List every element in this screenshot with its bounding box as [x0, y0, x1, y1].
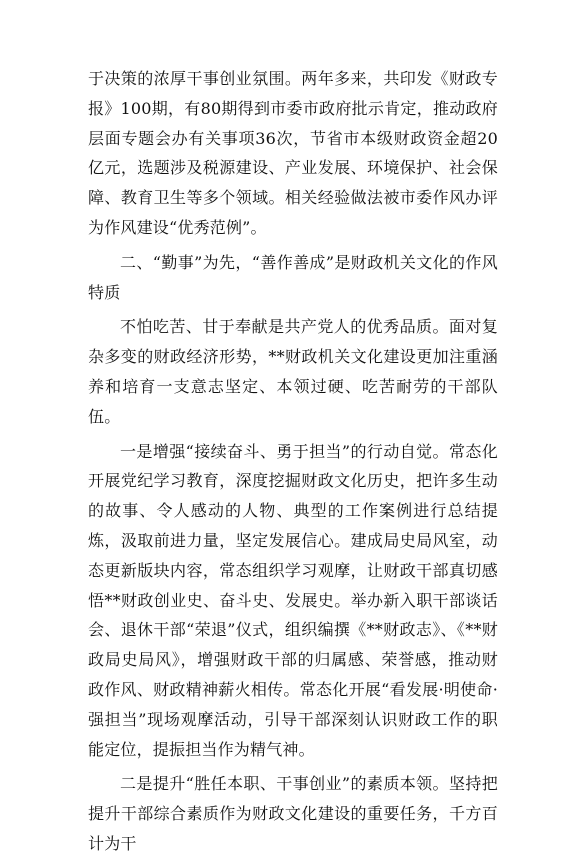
- section-heading: 二、“勤事”为先，“善作善成”是财政机关文化的作风特质: [88, 252, 498, 302]
- document-body: [88, 64, 498, 859]
- paragraph-intro-continuation: 于决策的浓厚干事创业氛围。两年多来，共印发《财政专报》100期，有80期得到市委市政府批示肯定，推动政府层面专题会办有关事项36次，节省市本级财政资金超20亿元，选题涉及税源建设、产业发展、环境保护、社会保障、教育卫生等多个领域。相关经验做法被市委作风办评为作风建设“优秀范例”。: [88, 69, 498, 237]
- paragraph-point-two: 二是提升“胜任本职、干事创业”的素质本领。坚持把提升干部综合素质作为财政文化建设的重要任务，千方百计为干: [88, 774, 498, 853]
- paragraph-section-intro: 不怕吃苦、甘于奉献是共产党人的优秀品质。面对复杂多变的财政经济形势，**财政机关文化建设更加注重涵养和培育一支意志坚定、本领过硬、吃苦耐劳的干部队伍。: [88, 317, 498, 426]
- paragraph-point-one: 一是增强“接续奋斗、勇于担当”的行动自觉。常态化开展党纪学习教育，深度挖掘财政文化历史，把许多生动的故事、令人感动的人物、典型的工作案例进行总结提炼，汲取前进力量，坚定发展信心。建成局史局风室，动态更新版块内容，常态组织学习观摩，让财政干部真切感悟**财政创业史、奋斗史、发展史。举办新入职干部谈话会、退休干部“荣退”仪式，组织编撰《**财政志》、《**财政局史局风》，增强财政干部的归属感、荣誉感，推动财政作风、财政精神薪火相传。常态化开展“看发展·明使命·强担当”现场观摩活动，引导干部深刻认识财政工作的职能定位，提振担当作为精气神。: [88, 441, 498, 759]
